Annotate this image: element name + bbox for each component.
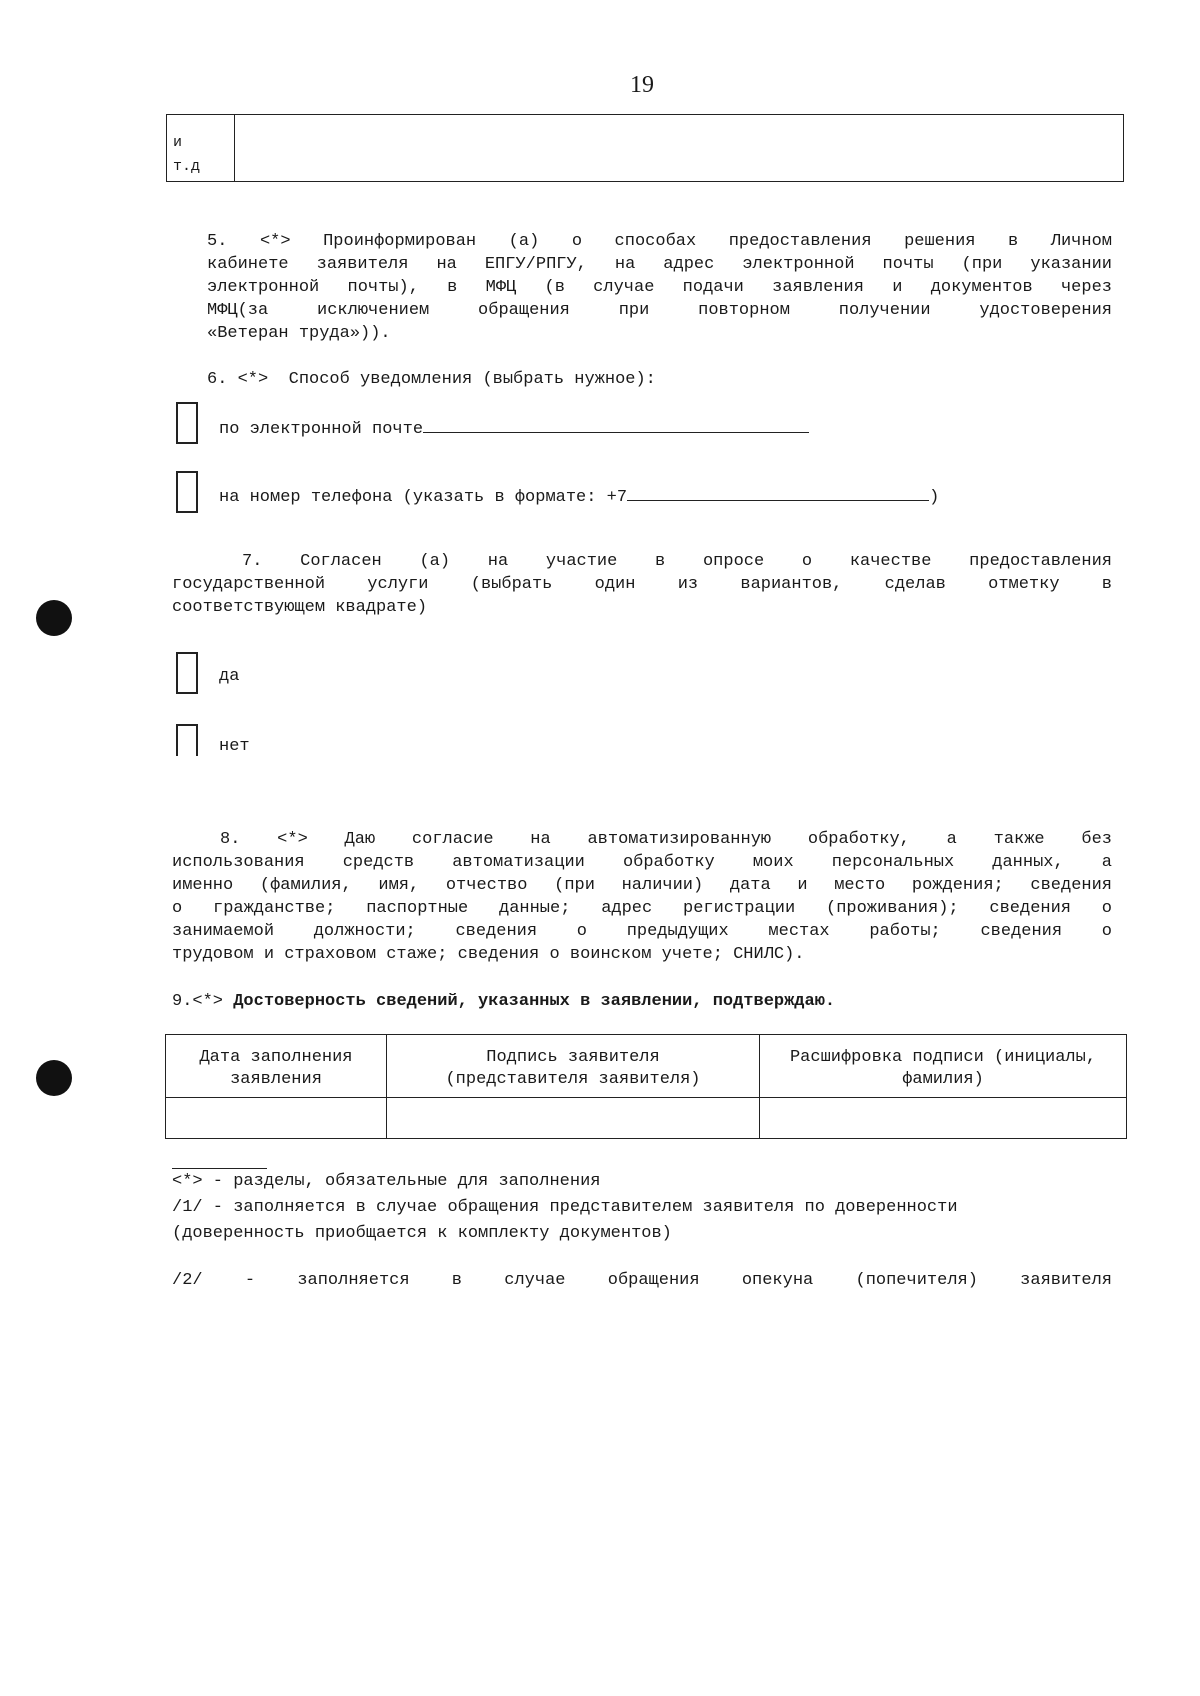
col-signature-line1: Подпись заявителя — [486, 1048, 660, 1067]
no-label: нет — [219, 737, 250, 756]
top-table-cell-line2: т.д — [173, 158, 201, 175]
item7-body — [172, 573, 1112, 619]
binder-hole-dot — [36, 600, 72, 636]
item7-line1: 7. Согласен (а) на участие в опросе о качестве предоставления — [242, 552, 1112, 571]
item8-line4: о гражданстве; паспортные данные; адрес регистрации (проживания); сведения о — [172, 899, 1112, 918]
phone-option — [219, 482, 939, 509]
col-decoding-line2: фамилия) — [902, 1070, 984, 1089]
no-checkbox[interactable] — [176, 724, 198, 756]
email-label: по электронной почте — [219, 420, 424, 439]
yes-checkbox[interactable] — [176, 652, 198, 694]
item8-line2: использования средств автоматизации обработку моих персональных данных, а — [172, 853, 1112, 872]
item8-line1: 8. <*> Даю согласие на автоматизированную обработку, а также без — [220, 830, 1112, 849]
signature-table-header — [166, 1035, 1127, 1098]
binder-hole-dot — [36, 1060, 72, 1096]
item5-line5: «Ветеран труда»)). — [207, 324, 391, 343]
item5-line4: МФЦ(за исключением обращения при повторном получении удостоверения — [207, 301, 1112, 320]
item8-body — [172, 851, 1112, 966]
item5-block — [207, 230, 1112, 253]
item5-line1: 5. <*> Проинформирован (а) о способах предоставления решения в Личном — [207, 232, 1112, 251]
email-checkbox[interactable] — [176, 402, 198, 444]
col-signature-line2: (представителя заявителя) — [445, 1070, 701, 1089]
item8-line1-wrap — [220, 828, 1112, 851]
signature-table — [165, 1034, 1127, 1139]
item8-line6: трудовом и страховом стаже; сведения о воинском учете; СНИЛС). — [172, 945, 805, 964]
phone-checkbox[interactable] — [176, 471, 198, 513]
item9-text: Достоверность сведений, указанных в заявлении, подтверждаю. — [233, 992, 836, 1011]
date-cell[interactable] — [166, 1098, 387, 1139]
col-date-line1: Дата заполнения — [199, 1048, 353, 1067]
signature-table-row — [166, 1098, 1127, 1139]
item5-body — [207, 253, 1112, 345]
item8-line5: занимаемой должности; сведения о предыдущих местах работы; сведения о — [172, 922, 1112, 941]
item7-line2: государственной услуги (выбрать один из вариантов, сделав отметку в — [172, 575, 1112, 594]
footnote-2-wrap — [172, 1269, 1112, 1292]
item7-line3: соответствующем квадрате) — [172, 598, 428, 617]
item9 — [172, 990, 835, 1013]
col-date-line2: заявления — [230, 1070, 322, 1089]
footnote-rule — [172, 1168, 267, 1169]
footnote-1-line2: (доверенность приобщается к комплекту документов) — [172, 1224, 672, 1243]
phone-input-line[interactable] — [627, 482, 929, 501]
footnote-star: <*> - разделы, обязательные для заполнения — [172, 1172, 601, 1191]
col-decoding-line1: Расшифровка подписи (инициалы, — [789, 1048, 1097, 1067]
footnote-2: /2/ - заполняется в случае обращения опекуна (попечителя) заявителя — [172, 1271, 1112, 1290]
phone-label: на номер телефона (указать в формате: +7 — [219, 488, 628, 507]
footnote-1-line1: /1/ - заполняется в случае обращения представителем заявителя по доверенности — [172, 1198, 958, 1217]
page-number: 19 — [630, 72, 654, 98]
item8-line3: именно (фамилия, имя, отчество (при наличии) дата и место рождения; сведения — [172, 876, 1112, 895]
decoding-cell[interactable] — [760, 1098, 1127, 1139]
top-table-cell-line1: и — [173, 134, 183, 151]
top-table — [166, 114, 1124, 182]
email-input-line[interactable] — [423, 414, 809, 433]
item7-line1-wrap — [242, 550, 1112, 573]
item5-line2: кабинете заявителя на ЕПГУ/РПГУ, на адрес электронной почты (при указании — [207, 255, 1112, 274]
signature-cell[interactable] — [387, 1098, 760, 1139]
item6-heading: 6. <*> Способ уведомления (выбрать нужное): — [207, 370, 656, 389]
col-signature-header — [387, 1035, 760, 1098]
item5-line3: электронной почты), в МФЦ (в случае подачи заявления и документов через — [207, 278, 1112, 297]
item9-prefix: 9.<*> — [172, 992, 224, 1011]
email-option — [219, 414, 809, 441]
col-decoding-header — [760, 1035, 1127, 1098]
col-date-header — [166, 1035, 387, 1098]
top-table-cell-left — [167, 115, 235, 181]
phone-close: ) — [929, 488, 940, 507]
yes-label: да — [219, 667, 240, 686]
